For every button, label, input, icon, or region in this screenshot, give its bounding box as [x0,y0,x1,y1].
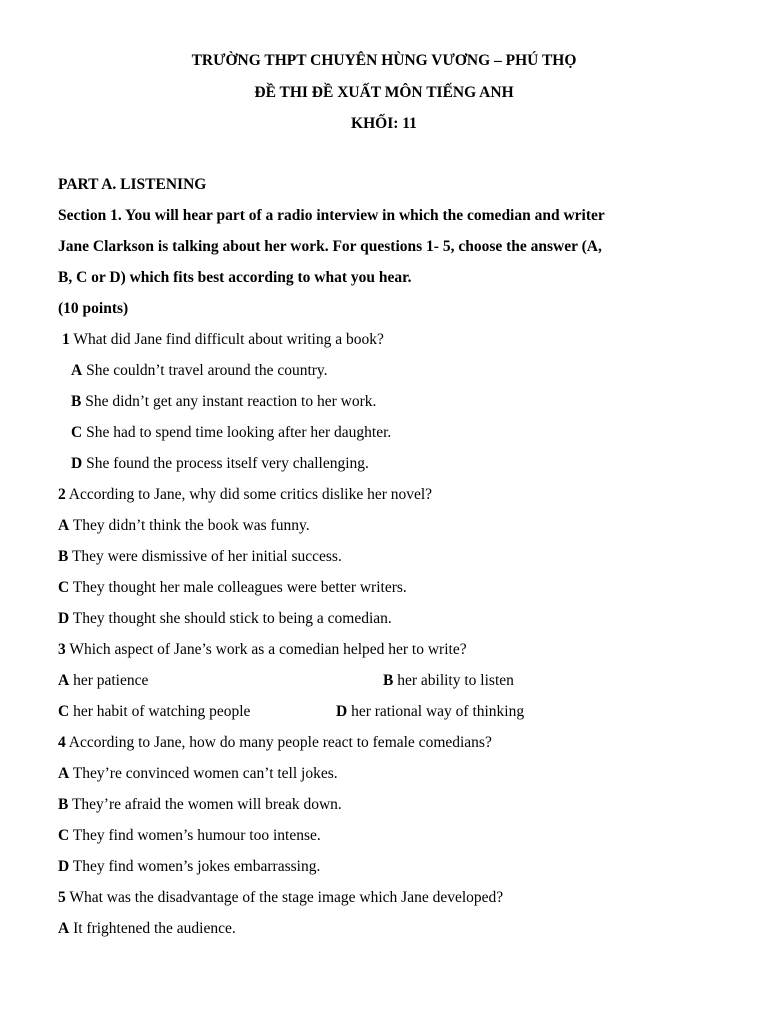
option-letter: D [71,455,83,472]
option-text: They were dismissive of her initial success. [68,548,342,565]
question-3 [58,641,467,659]
question-text: Which aspect of Jane’s work as a comedian helped her to write? [65,641,467,658]
option-letter: C [58,703,70,720]
option-letter: A [71,362,83,379]
option-text: They didn’t think the book was funny. [69,517,310,534]
option [71,393,376,411]
option-letter: A [58,517,70,534]
option-text: They thought her male colleagues were better writers. [69,579,407,596]
option-text: She couldn’t travel around the country. [82,362,328,379]
option [58,858,320,876]
option-letter: B [58,548,69,565]
option [71,424,391,442]
option-text: She found the process itself very challenging. [82,455,369,472]
question-text: According to Jane, how do many people react to female comedians? [65,734,492,751]
question-number: 2 [58,486,66,503]
section-instruction-line-3: B, C or D) which fits best according to what you hear. [58,269,412,286]
option [58,796,342,814]
option-letter: A [58,920,70,937]
option-letter: B [58,796,69,813]
option-letter: B [383,672,394,689]
option-text: She didn’t get any instant reaction to her work. [81,393,377,410]
question-number: 5 [58,889,66,906]
question-text: What did Jane find difficult about writing a book? [69,331,384,348]
grade-title: KHỐI: 11 [351,115,417,132]
section-points: (10 points) [58,300,129,317]
option-letter: C [58,827,70,844]
option [58,920,236,938]
option [58,548,342,566]
option-letter: D [58,610,70,627]
option [58,703,250,721]
question-4 [58,734,492,752]
option-text: her rational way of thinking [347,703,525,720]
option-text: her ability to listen [393,672,514,689]
option-letter: A [58,765,70,782]
school-title: TRƯỜNG THPT CHUYÊN HÙNG VƯƠNG – PHÚ THỌ [191,52,577,69]
question-2 [58,486,432,504]
question-5 [58,889,503,907]
option-letter: D [58,858,70,875]
question-text: According to Jane, why did some critics dislike her novel? [65,486,433,503]
option-text: her habit of watching people [69,703,251,720]
option-letter: C [71,424,83,441]
option-letter: D [336,703,348,720]
option [71,455,369,473]
option [383,672,514,690]
part-title: PART A. LISTENING [58,176,207,193]
option-text: her patience [69,672,149,689]
option [58,579,407,597]
exam-title: ĐỀ THI ĐỀ XUẤT MÔN TIẾNG ANH [254,84,514,101]
question-number: 1 [62,331,70,348]
option-text: They’re afraid the women will break down. [68,796,342,813]
option-text: They thought she should stick to being a comedian. [69,610,392,627]
option [58,517,310,535]
option [71,362,328,380]
option-letter: A [58,672,70,689]
section-instruction-line-1: Section 1. You will hear part of a radio interview in which the comedian and writer [58,207,605,224]
option-letter: C [58,579,70,596]
option [58,610,392,628]
question-text: What was the disadvantage of the stage image which Jane developed? [65,889,504,906]
question-1 [62,331,384,349]
question-number: 3 [58,641,66,658]
option [58,765,338,783]
option-text: It frightened the audience. [69,920,236,937]
option-text: They find women’s jokes embarrassing. [69,858,321,875]
option-text: They’re convinced women can’t tell jokes. [69,765,338,782]
option-text: They find women’s humour too intense. [69,827,321,844]
option-text: She had to spend time looking after her daughter. [82,424,392,441]
option [336,703,524,721]
option-letter: B [71,393,82,410]
section-instruction-line-2: Jane Clarkson is talking about her work. For questions 1- 5, choose the answer (A, [58,238,602,255]
option [58,827,321,845]
question-number: 4 [58,734,66,751]
option [58,672,148,690]
